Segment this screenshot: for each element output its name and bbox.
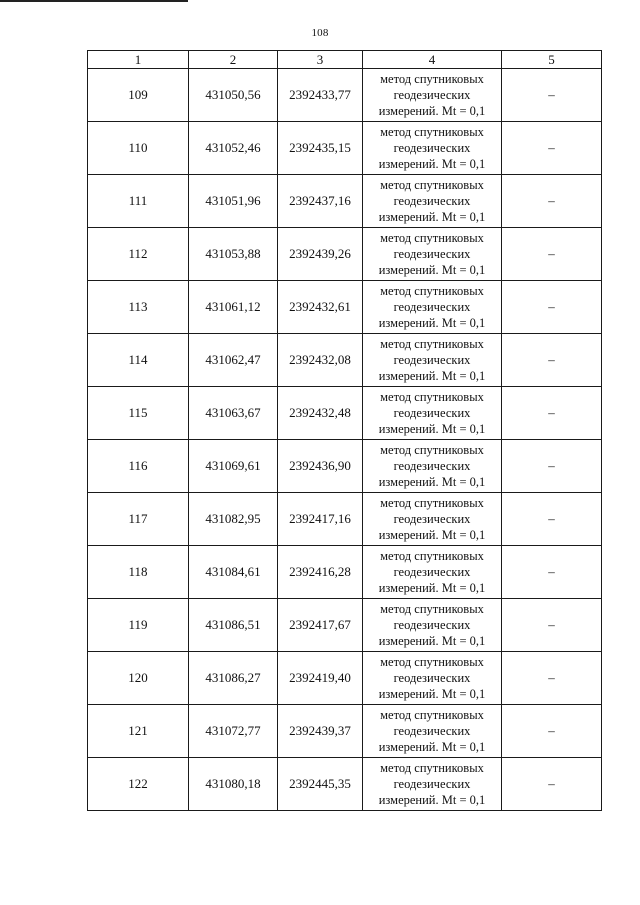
method-cell: метод спутниковых геодезических измерений. Mt = 0,1 [363,334,502,387]
table-header-row [88,51,602,69]
x-coordinate-cell: 431086,27 [189,652,278,705]
note-cell: – [502,281,602,334]
method-cell: метод спутниковых геодезических измерений. Mt = 0,1 [363,122,502,175]
scan-edge-mark [0,0,188,2]
point-number-cell: 113 [88,281,189,334]
table-row [88,69,602,122]
point-number-cell: 112 [88,228,189,281]
x-coordinate-cell: 431072,77 [189,705,278,758]
table-row [88,387,602,440]
table-row [88,705,602,758]
note-cell: – [502,546,602,599]
column-header: 2 [189,51,278,69]
x-coordinate-cell: 431063,67 [189,387,278,440]
column-header: 1 [88,51,189,69]
point-number-cell: 117 [88,493,189,546]
method-cell: метод спутниковых геодезических измерений. Mt = 0,1 [363,758,502,811]
point-number-cell: 110 [88,122,189,175]
coordinates-table [87,50,602,811]
method-cell: метод спутниковых геодезических измерений. Mt = 0,1 [363,546,502,599]
x-coordinate-cell: 431053,88 [189,228,278,281]
method-cell: метод спутниковых геодезических измерений. Mt = 0,1 [363,69,502,122]
x-coordinate-cell: 431050,56 [189,69,278,122]
method-cell: метод спутниковых геодезических измерений. Mt = 0,1 [363,599,502,652]
y-coordinate-cell: 2392417,16 [278,493,363,546]
y-coordinate-cell: 2392432,48 [278,387,363,440]
y-coordinate-cell: 2392437,16 [278,175,363,228]
column-header: 3 [278,51,363,69]
method-cell: метод спутниковых геодезических измерений. Mt = 0,1 [363,387,502,440]
note-cell: – [502,652,602,705]
x-coordinate-cell: 431086,51 [189,599,278,652]
table-row [88,758,602,811]
x-coordinate-cell: 431069,61 [189,440,278,493]
column-header: 5 [502,51,602,69]
y-coordinate-cell: 2392445,35 [278,758,363,811]
x-coordinate-cell: 431084,61 [189,546,278,599]
method-cell: метод спутниковых геодезических измерений. Mt = 0,1 [363,228,502,281]
y-coordinate-cell: 2392439,26 [278,228,363,281]
note-cell: – [502,334,602,387]
table-row [88,122,602,175]
note-cell: – [502,175,602,228]
y-coordinate-cell: 2392433,77 [278,69,363,122]
point-number-cell: 116 [88,440,189,493]
method-cell: метод спутниковых геодезических измерений. Mt = 0,1 [363,440,502,493]
point-number-cell: 114 [88,334,189,387]
y-coordinate-cell: 2392432,08 [278,334,363,387]
note-cell: – [502,705,602,758]
y-coordinate-cell: 2392436,90 [278,440,363,493]
table-row [88,652,602,705]
table-row [88,175,602,228]
point-number-cell: 115 [88,387,189,440]
note-cell: – [502,228,602,281]
page-number: 108 [311,27,329,39]
x-coordinate-cell: 431061,12 [189,281,278,334]
note-cell: – [502,758,602,811]
note-cell: – [502,440,602,493]
point-number-cell: 119 [88,599,189,652]
method-cell: метод спутниковых геодезических измерений. Mt = 0,1 [363,281,502,334]
method-cell: метод спутниковых геодезических измерений. Mt = 0,1 [363,652,502,705]
point-number-cell: 118 [88,546,189,599]
y-coordinate-cell: 2392432,61 [278,281,363,334]
y-coordinate-cell: 2392435,15 [278,122,363,175]
note-cell: – [502,599,602,652]
note-cell: – [502,122,602,175]
table-row [88,334,602,387]
method-cell: метод спутниковых геодезических измерений. Mt = 0,1 [363,493,502,546]
table-row [88,493,602,546]
column-header: 4 [363,51,502,69]
y-coordinate-cell: 2392416,28 [278,546,363,599]
point-number-cell: 109 [88,69,189,122]
point-number-cell: 122 [88,758,189,811]
note-cell: – [502,387,602,440]
y-coordinate-cell: 2392417,67 [278,599,363,652]
table-row [88,599,602,652]
y-coordinate-cell: 2392419,40 [278,652,363,705]
table-body [88,69,602,811]
note-cell: – [502,69,602,122]
table-row [88,228,602,281]
note-cell: – [502,493,602,546]
x-coordinate-cell: 431052,46 [189,122,278,175]
x-coordinate-cell: 431051,96 [189,175,278,228]
x-coordinate-cell: 431082,95 [189,493,278,546]
method-cell: метод спутниковых геодезических измерений. Mt = 0,1 [363,175,502,228]
y-coordinate-cell: 2392439,37 [278,705,363,758]
x-coordinate-cell: 431062,47 [189,334,278,387]
point-number-cell: 121 [88,705,189,758]
table-row [88,546,602,599]
point-number-cell: 120 [88,652,189,705]
table-row [88,281,602,334]
point-number-cell: 111 [88,175,189,228]
x-coordinate-cell: 431080,18 [189,758,278,811]
table-row [88,440,602,493]
method-cell: метод спутниковых геодезических измерений. Mt = 0,1 [363,705,502,758]
